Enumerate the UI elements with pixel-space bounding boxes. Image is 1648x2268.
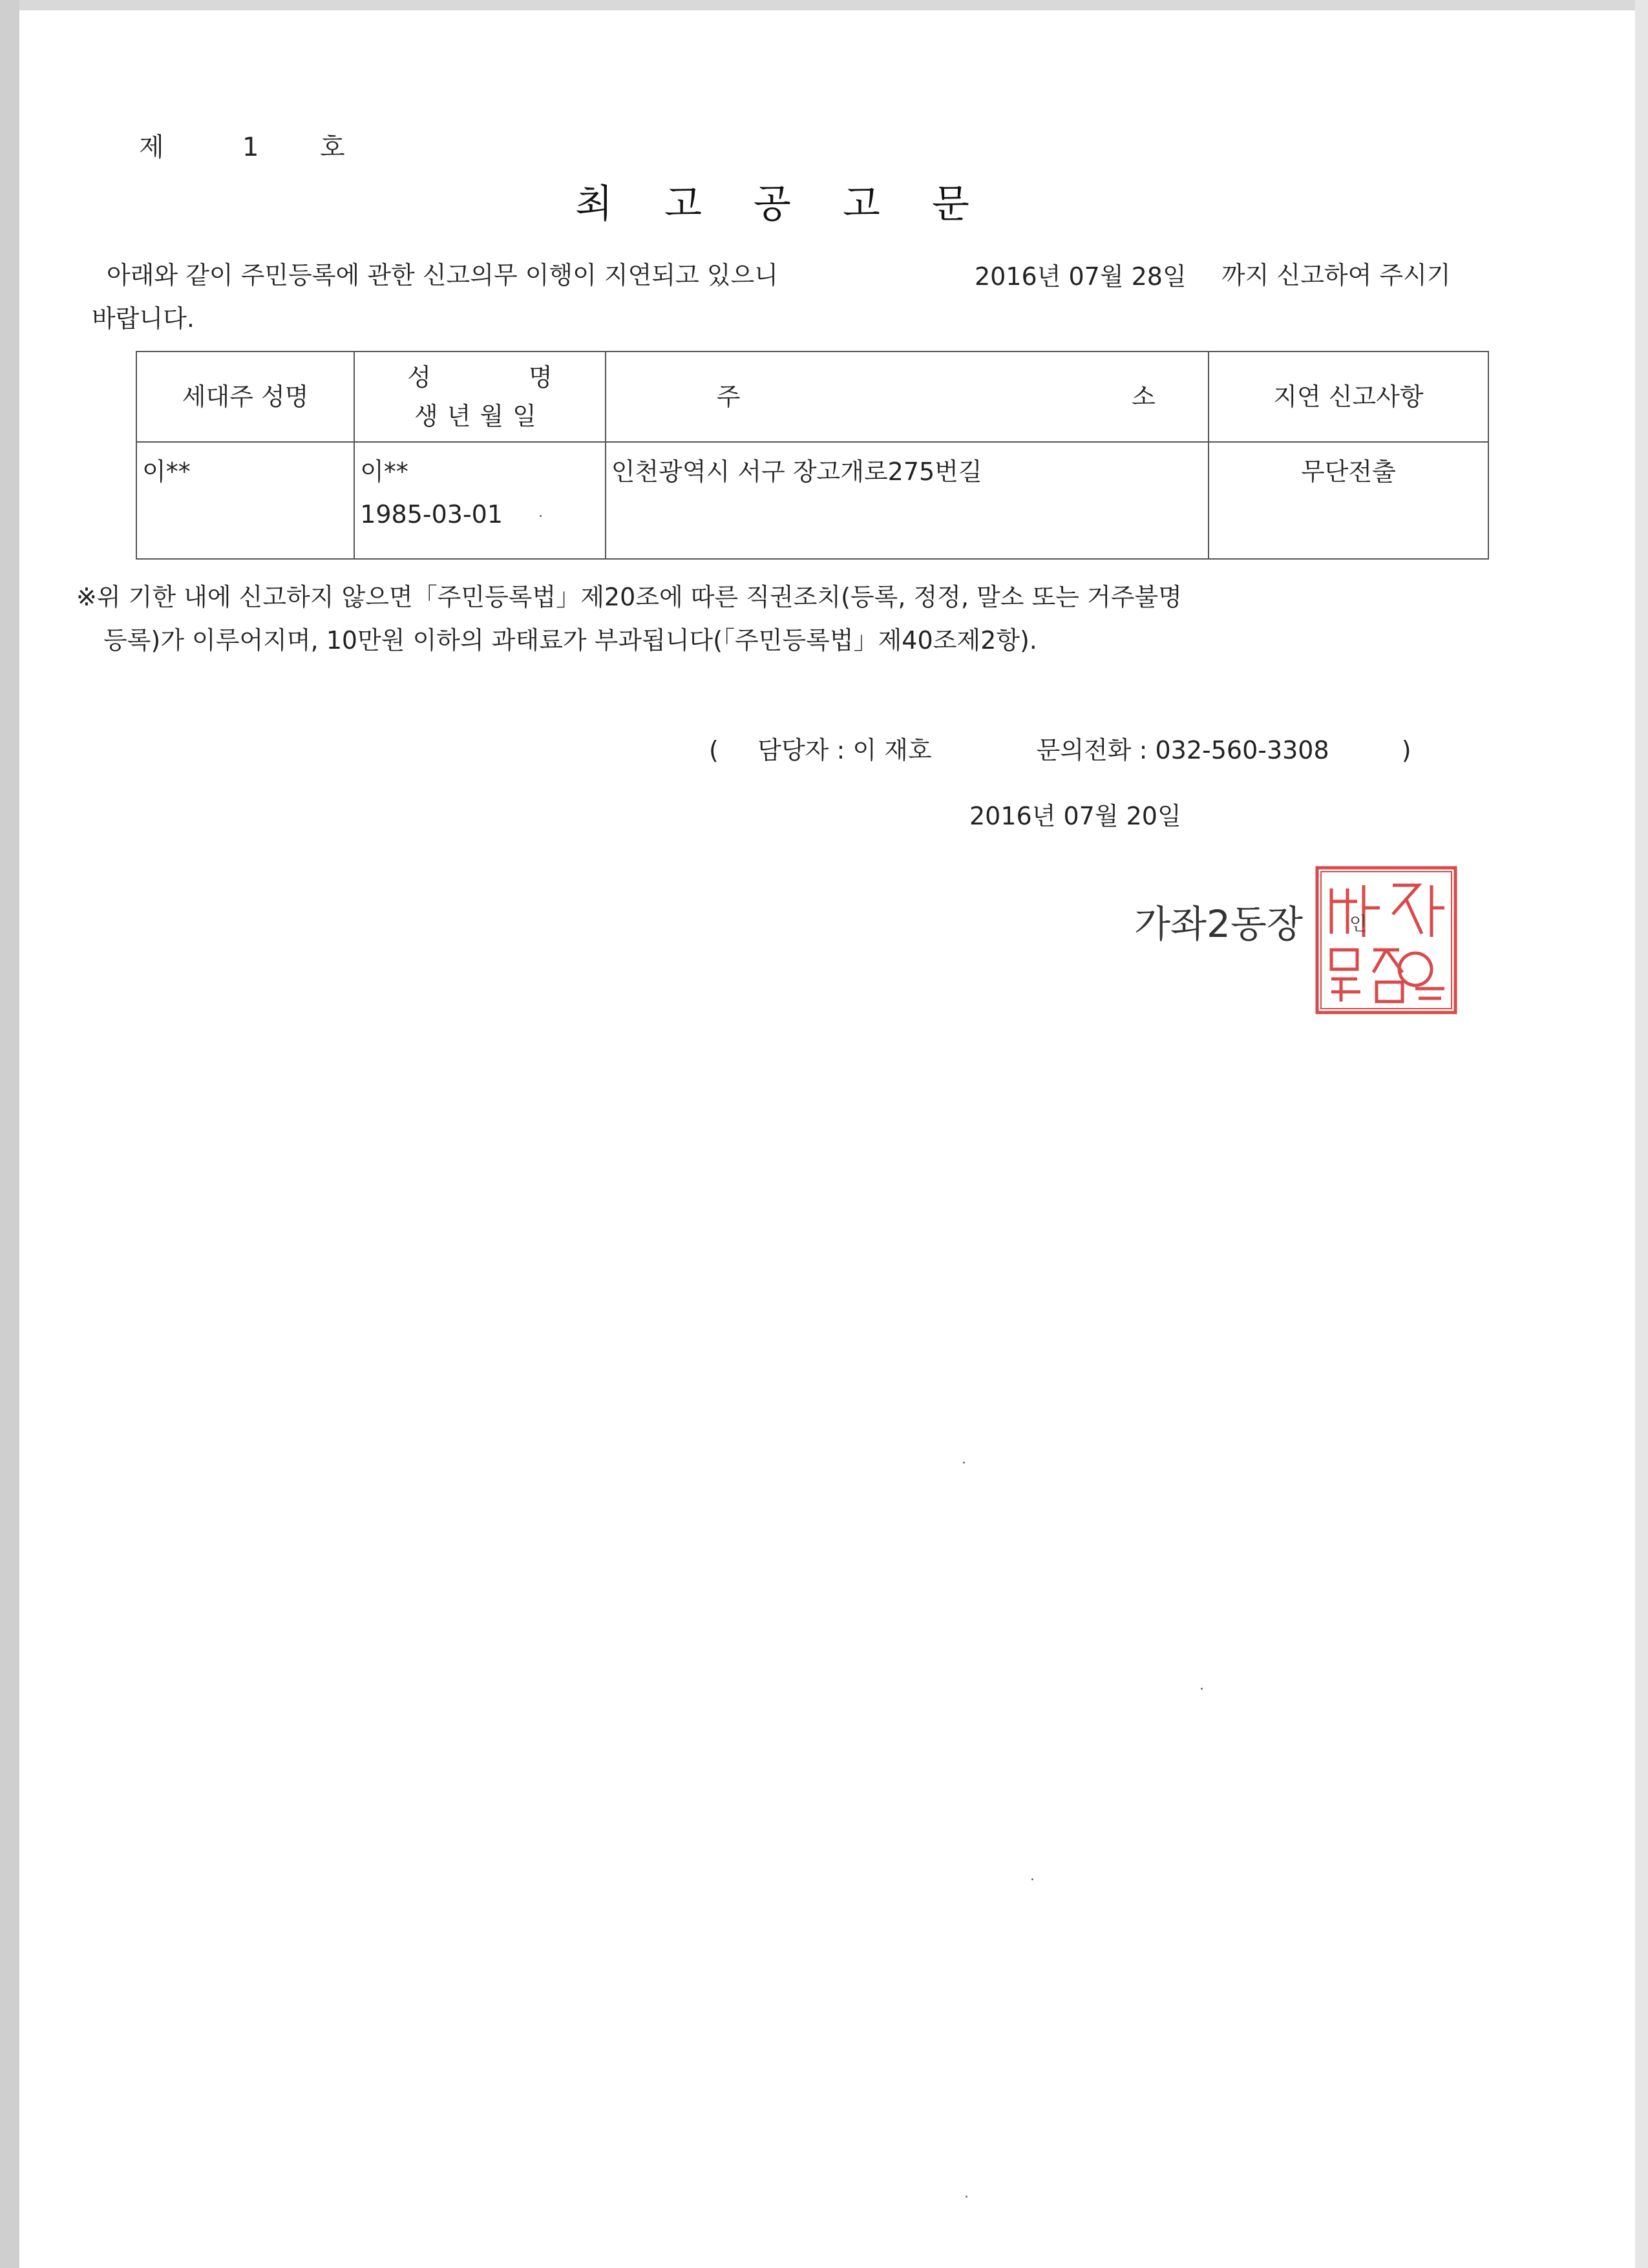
table-row xyxy=(136,442,1488,559)
issuer-name: 가좌2동장 xyxy=(1134,902,1304,946)
header-birth-date: 생년월일 xyxy=(414,402,545,430)
scan-edge-left xyxy=(0,0,19,2268)
scan-speck xyxy=(540,515,542,517)
seal-mark-label: 인 xyxy=(1349,913,1368,934)
cell-birth-date: 1985-03-01 xyxy=(360,500,503,529)
official-seal-stamp xyxy=(1312,863,1461,1018)
scan-edge-top xyxy=(0,0,1648,10)
scan-speck xyxy=(963,1462,965,1464)
header-delay-item: 지연 신고사항 xyxy=(1209,352,1488,442)
contact-person-label: 담당자 : xyxy=(757,736,845,764)
deadline-date: 2016년 07월 28일 xyxy=(975,262,1187,291)
intro-text: 아래와 같이 주민등록에 관한 신고의무 이행이 지연되고 있으니 xyxy=(107,261,778,289)
document-number-value: 1 xyxy=(242,132,259,162)
seal-glyph-3 xyxy=(1331,950,1360,1002)
header-name-left: 성 xyxy=(407,363,431,392)
document-number-suffix: 호 xyxy=(320,132,345,162)
header-head-of-household: 세대주 성명 xyxy=(136,352,354,442)
scan-edge-right xyxy=(1635,0,1648,2268)
contact-phone: 032-560-3308 xyxy=(1155,736,1329,764)
intro-text-line2: 바랍니다. xyxy=(92,304,195,333)
scan-speck xyxy=(1031,1878,1033,1880)
issue-date: 2016년 07월 20일 xyxy=(969,802,1181,830)
document-number xyxy=(139,127,345,163)
header-address-right: 소 xyxy=(1132,383,1156,411)
footnote-line1: ※위 기한 내에 신고하지 않으면「주민등록법」제20조에 따른 직권조치(등록, 정정, 말소 또는 거주불명 xyxy=(76,583,1182,611)
contact-open-paren: ( xyxy=(709,736,719,764)
contact-info xyxy=(709,730,1411,766)
notice-table xyxy=(136,351,1489,560)
cell-name: 이** xyxy=(360,457,408,486)
header-name-right: 명 xyxy=(528,363,553,392)
page-title: 최고공고문 xyxy=(575,182,1021,227)
contact-person: 이 재호 xyxy=(852,736,932,764)
cell-head-of-household: 이** xyxy=(136,442,354,559)
seal-glyph-2 xyxy=(1393,885,1444,937)
seal-glyph-4 xyxy=(1373,950,1402,1002)
footnote-line2: 등록)가 이루어지며, 10만원 이하의 과태료가 부과됩니다(「주민등록법」제40조제2항). xyxy=(103,626,1037,655)
scan-speck xyxy=(966,2196,967,2198)
header-address xyxy=(606,352,1209,442)
seal-glyph-5 xyxy=(1399,953,1444,998)
intro-text-continued: 까지 신고하여 주시기 xyxy=(1221,261,1451,289)
cell-address: 인천광역시 서구 장고개로275번길 xyxy=(606,442,1209,559)
document-number-prefix: 제 xyxy=(139,132,164,162)
scan-speck xyxy=(1201,1688,1203,1690)
contact-phone-label: 문의전화 : xyxy=(1036,736,1148,764)
header-address-left: 주 xyxy=(716,383,741,411)
contact-close-paren: ) xyxy=(1401,736,1411,764)
table-header-row xyxy=(136,352,1488,442)
cell-name-birth xyxy=(354,442,606,559)
header-address-line xyxy=(607,377,1207,416)
cell-delay-item: 무단전출 xyxy=(1209,442,1488,559)
header-name-line xyxy=(355,358,604,397)
header-name-birth xyxy=(354,352,606,442)
